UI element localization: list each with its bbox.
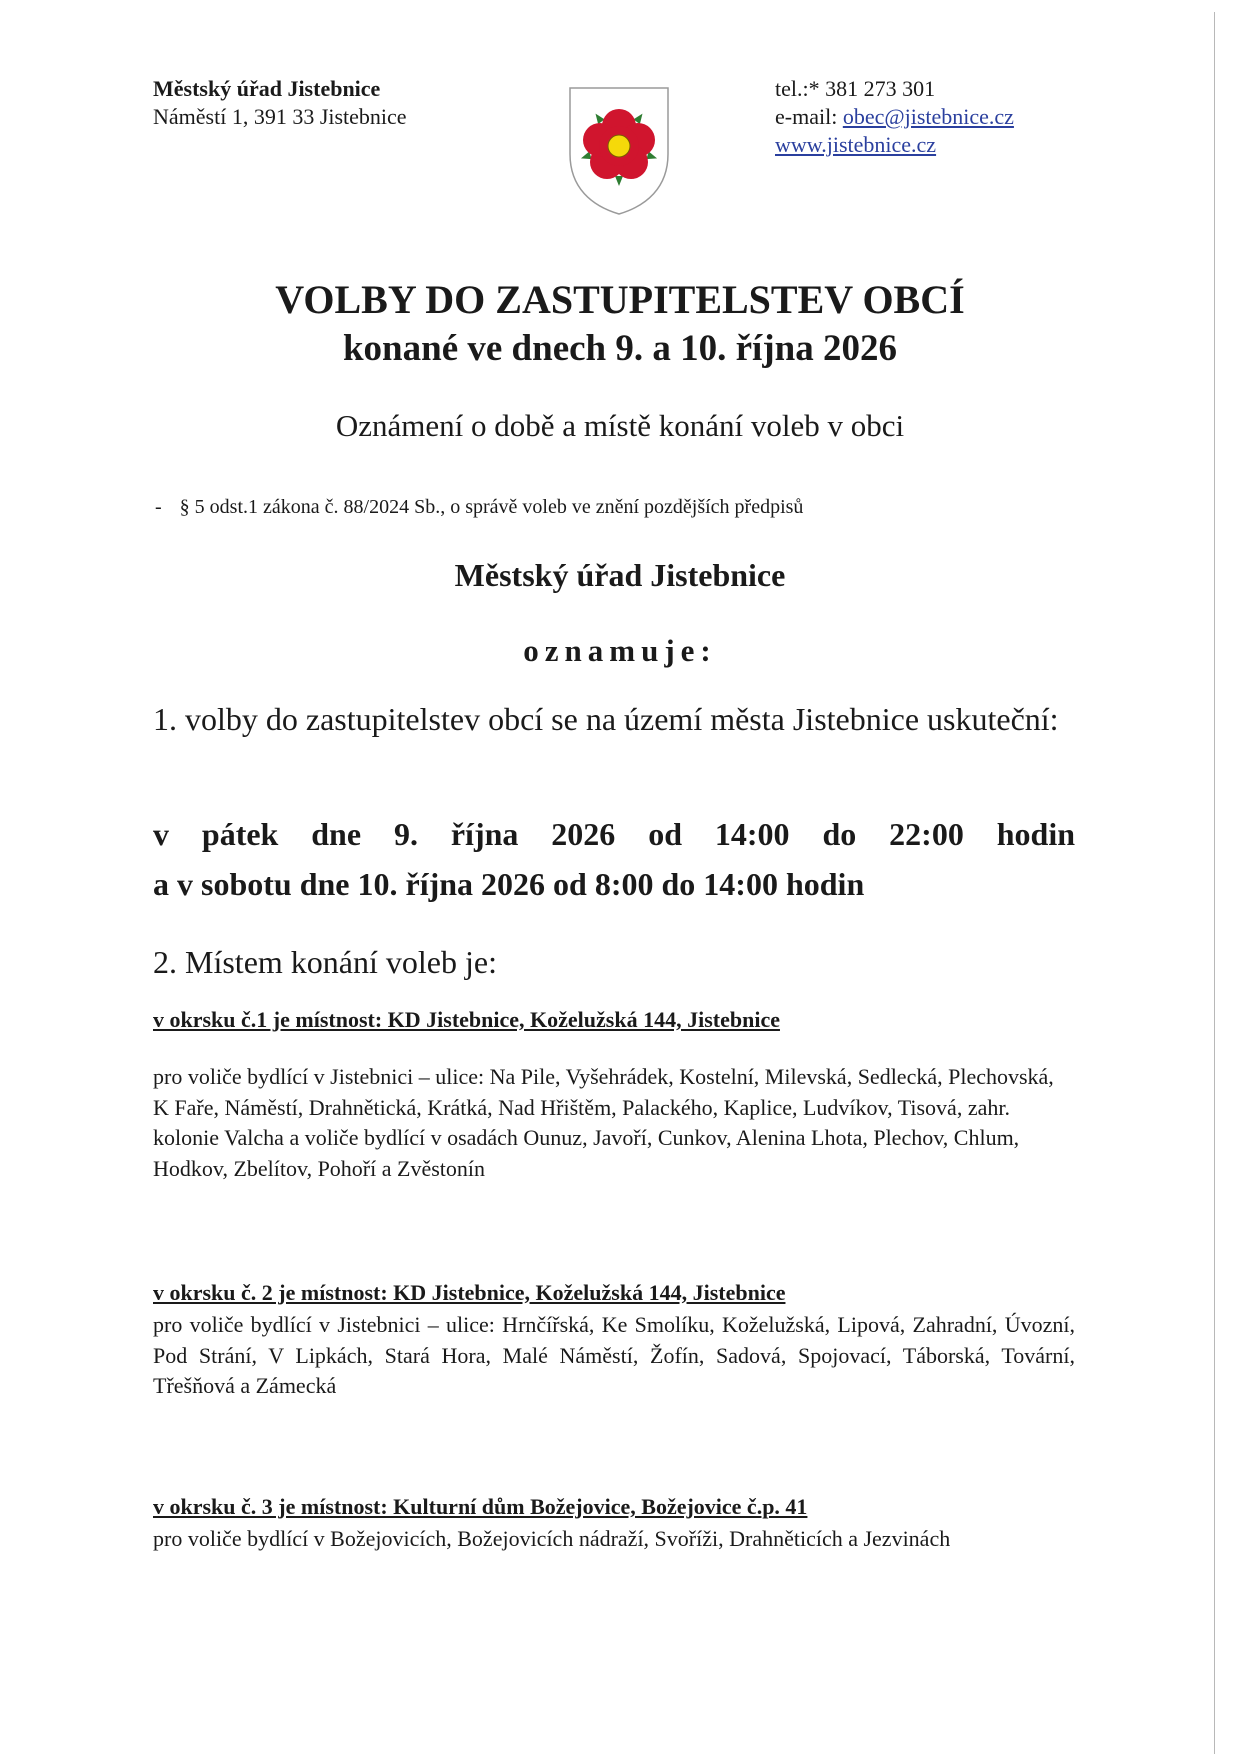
phone-label: tel.:* (775, 76, 820, 101)
contact-block (775, 75, 1014, 159)
office-header (153, 75, 407, 131)
city-crest-rose-icon (566, 84, 672, 216)
legal-basis-text: § 5 odst.1 zákona č. 88/2024 Sb., o správě voleb ve znění pozdějších předpisů (179, 496, 804, 518)
district-1-heading: v okrsku č.1 je místnost: KD Jistebnice, Koželužská 144, Jistebnice (153, 1007, 780, 1032)
district-3-voters: pro voliče bydlící v Božejovicích, Božejovicích nádraží, Svoříži, Drahněticích a Jezvinách (153, 1526, 951, 1551)
district-3-heading: v okrsku č. 3 je místnost: Kulturní dům Božejovice, Božejovice č.p. 41 (153, 1494, 808, 1519)
document-title: VOLBY DO ZASTUPITELSTEV OBCÍ (275, 277, 965, 322)
email-label: e-mail: (775, 104, 838, 129)
legal-basis (155, 496, 803, 519)
district-1-voters: pro voliče bydlící v Jistebnici – ulice: Na Pile, Vyšehrádek, Kostelní, Milevská, Sedlecká, Plechovská, K Faře, Náměstí, Drahnětická, Krátká, Nad Hřištěm, Palackého, Kaplice, Ludvíkov, Tisová, zahr. kolonie Valcha a voliče bydlící v osadách Ounuz, Javoří, Cunkov, Alenina Lhota, Plechov, Chlum, Hodkov, Zbelítov, Pohoří a Zvěstonín (153, 1064, 1054, 1181)
legal-dash: - (155, 496, 162, 518)
item-2-text: 2. Místem konání voleb je: (153, 944, 497, 980)
email-line (775, 103, 1014, 131)
phone-number: 381 273 301 (825, 76, 936, 101)
item-1-text: 1. volby do zastupitelstev obcí se na území města Jistebnice uskuteční: (153, 701, 1059, 737)
document-title-dates: konané ve dnech 9. a 10. října 2026 (342, 328, 897, 369)
announces-heading: oznamuje: (523, 633, 717, 668)
office-name: Městský úřad Jistebnice (153, 76, 381, 101)
document-subtitle: Oznámení o době a místě konání voleb v obci (335, 408, 905, 443)
election-time-saturday: a v sobotu dne 10. října 2026 od 8:00 do 14:00 hodin (153, 866, 865, 902)
email-link[interactable]: obec@jistebnice.cz (842, 104, 1014, 129)
scan-edge-line (1214, 12, 1215, 1754)
office-address: Náměstí 1, 391 33 Jistebnice (153, 104, 407, 129)
district-2-voters: pro voliče bydlící v Jistebnici – ulice: Hrnčířská, Ke Smolíku, Koželužská, Lipová, Zahradní, Úvozní, Pod Strání, V Lipkách, Stará Hora, Malé Náměstí, Žofín, Sadová, Spojovací, Táborská, Tovární, Třešňová a Zámecká (153, 1312, 1075, 1398)
phone-line (775, 75, 1014, 103)
website-link[interactable]: www.jistebnice.cz (775, 132, 937, 157)
issuing-authority: Městský úřad Jistebnice (454, 557, 786, 593)
district-2-heading: v okrsku č. 2 je místnost: KD Jistebnice, Koželužská 144, Jistebnice (153, 1280, 786, 1305)
election-time-friday: v pátek dne 9. října 2026 od 14:00 do 22:00 hodin (153, 816, 1075, 852)
